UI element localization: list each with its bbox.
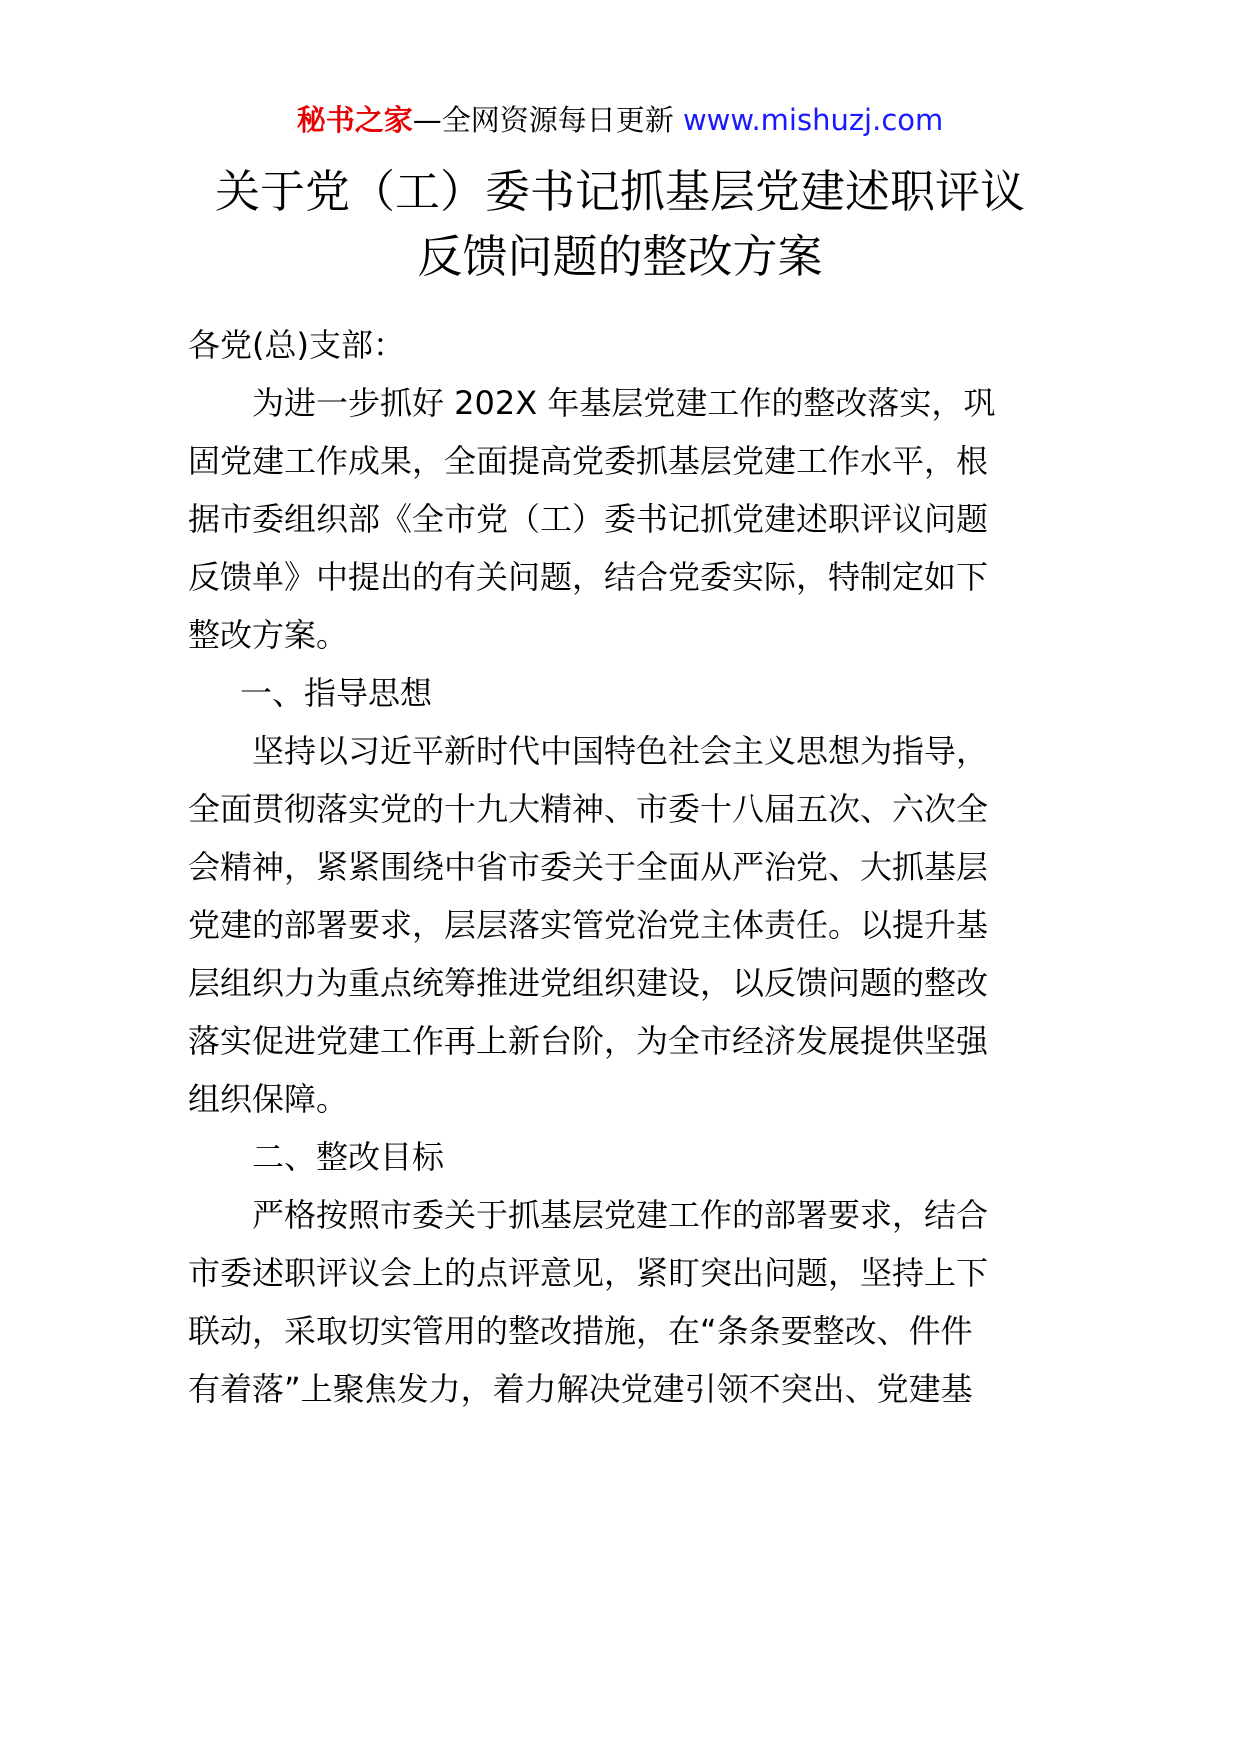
document-title-line-2: 反馈问题的整改方案 — [417, 230, 823, 283]
paragraph-line: 有着落”上聚焦发力，着力解决党建引领不突出、党建基 — [188, 1370, 973, 1408]
brand-name: 秘书之家 — [296, 103, 413, 137]
paragraph-line: 市委述职评议会上的点评意见，紧盯突出问题，坚持上下 — [188, 1254, 989, 1292]
document-title-line-1: 关于党（工）委书记抓基层党建述职评议 — [214, 165, 1025, 218]
paragraph-line: 党建的部署要求，层层落实管党治党主体责任。以提升基 — [188, 906, 989, 944]
section-heading: 二、整改目标 — [252, 1138, 445, 1176]
site-header — [0, 100, 1240, 140]
paragraph-line: 会精神，紧紧围绕中省市委关于全面从严治党、大抓基层 — [188, 848, 989, 886]
header-tagline: —全网资源每日更新 — [412, 103, 674, 137]
paragraph-line: 据市委组织部《全市党（工）委书记抓党建述职评议问题 — [188, 500, 989, 538]
paragraph-line: 整改方案。 — [188, 616, 349, 654]
site-url-link[interactable]: www.mishuzj.com — [682, 103, 944, 137]
paragraph-line: 为进一步抓好 202X 年基层党建工作的整改落实，巩 — [252, 384, 996, 422]
paragraph-line: 严格按照市委关于抓基层党建工作的部署要求，结合 — [252, 1196, 989, 1234]
paragraph-line: 全面贯彻落实党的十九大精神、市委十八届五次、六次全 — [188, 790, 989, 828]
paragraph-line: 组织保障。 — [188, 1080, 349, 1118]
paragraph-line: 反馈单》中提出的有关问题，结合党委实际，特制定如下 — [188, 558, 989, 596]
paragraph-line: 固党建工作成果，全面提高党委抓基层党建工作水平，根 — [188, 442, 989, 480]
salutation: 各党(总)支部： — [188, 326, 405, 364]
paragraph-line: 坚持以习近平新时代中国特色社会主义思想为指导， — [252, 732, 989, 770]
paragraph-line: 层组织力为重点统筹推进党组织建设，以反馈问题的整改 — [188, 964, 989, 1002]
paragraph-line: 落实促进党建工作再上新台阶，为全市经济发展提供坚强 — [188, 1022, 989, 1060]
paragraph-line: 联动，采取切实管用的整改措施，在“条条要整改、件件 — [188, 1312, 973, 1350]
section-heading: 一、指导思想 — [240, 674, 433, 712]
